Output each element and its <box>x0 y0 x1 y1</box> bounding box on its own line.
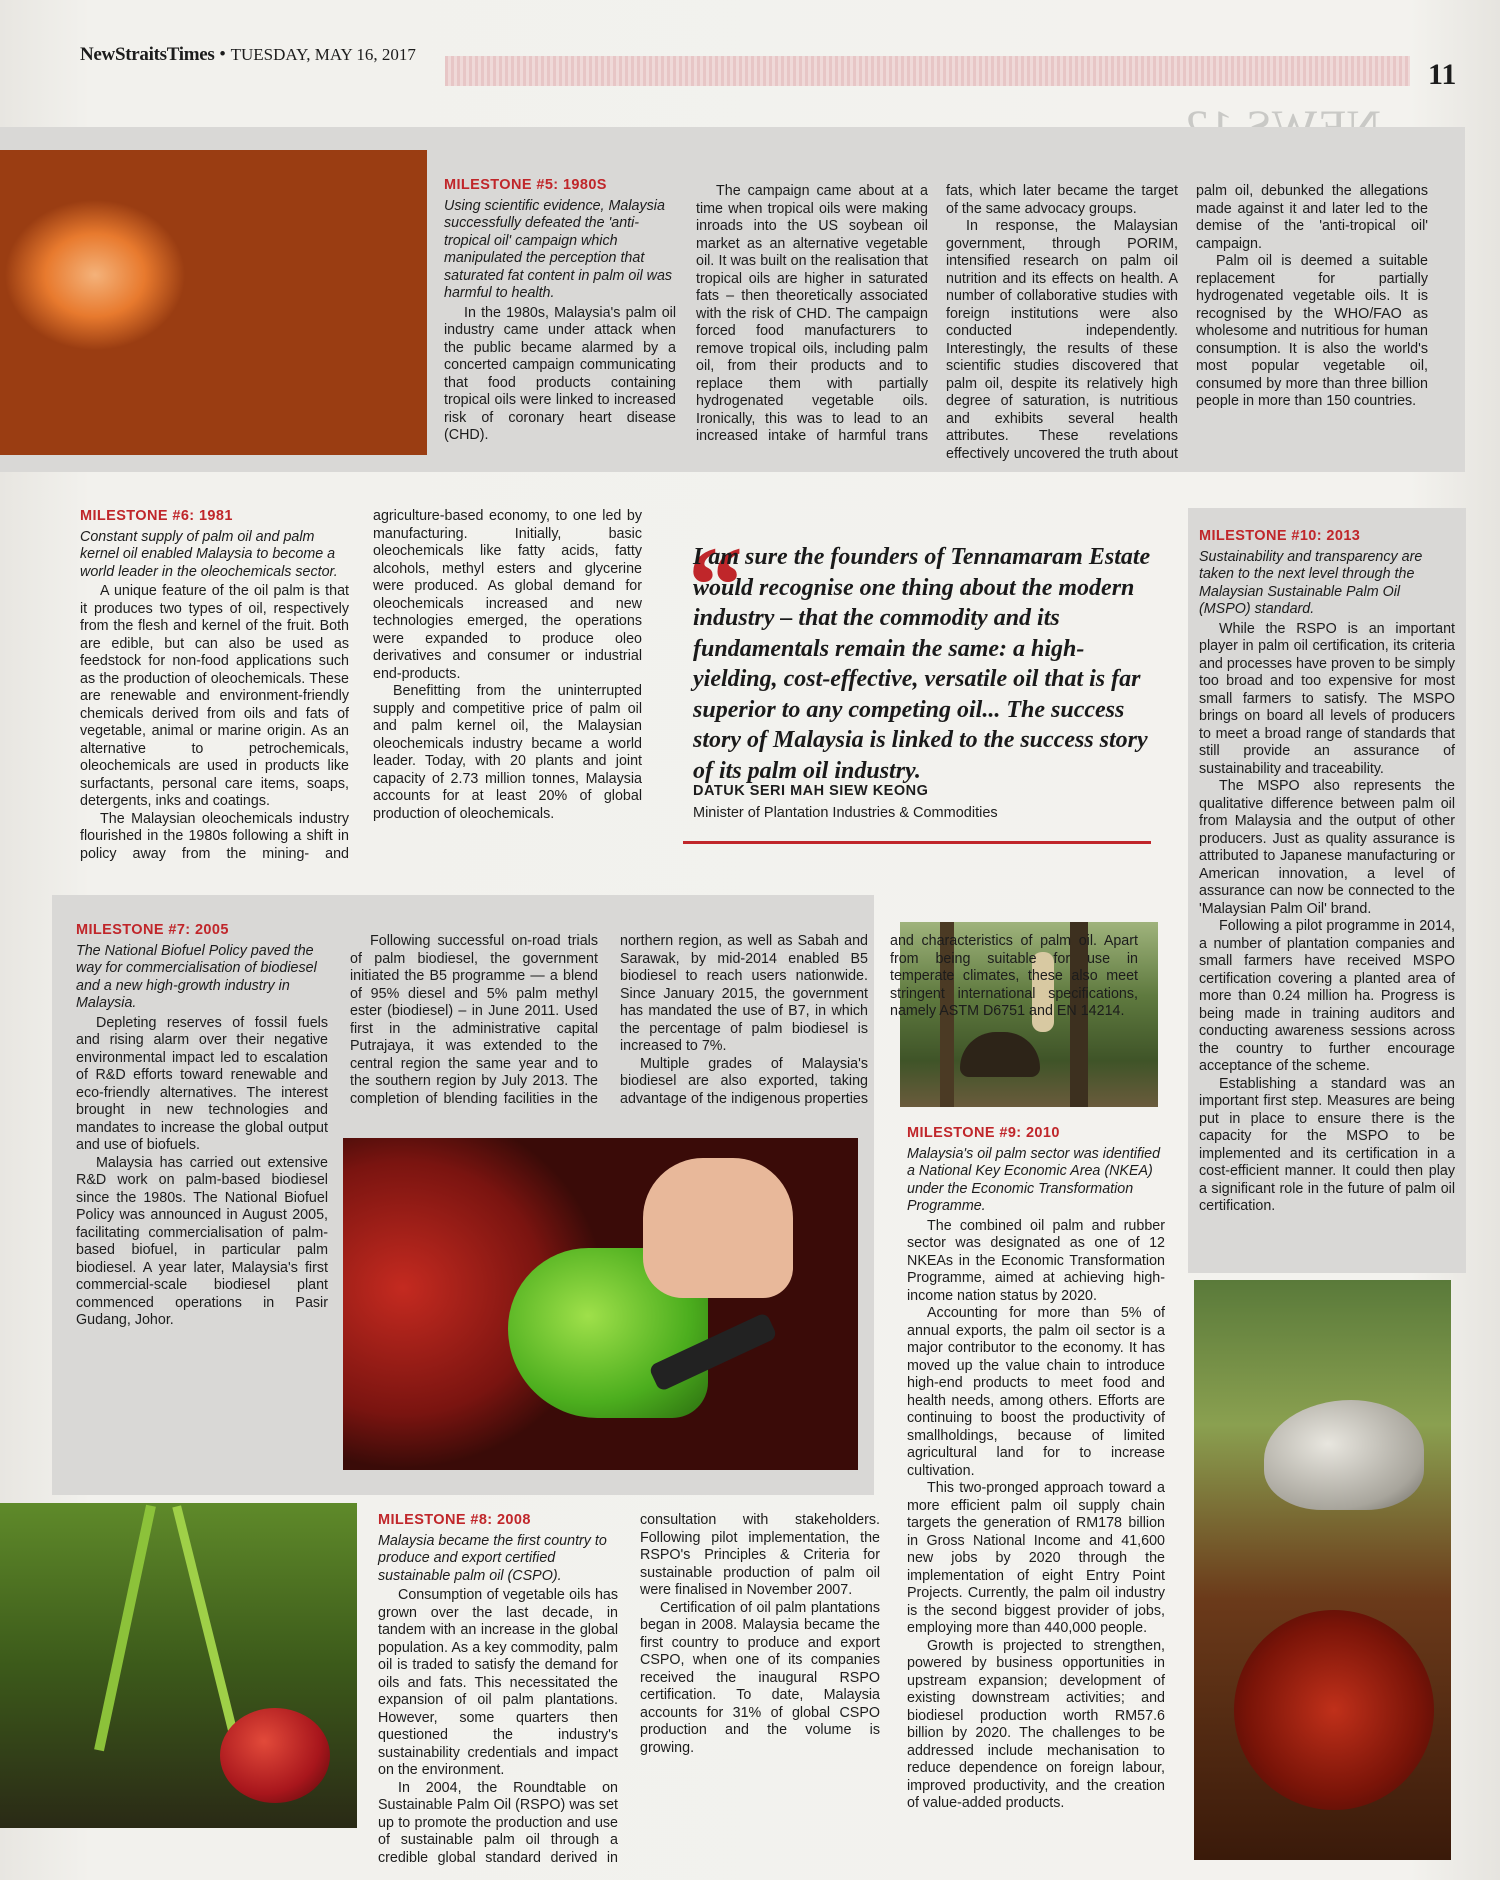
milestone-8-title: MILESTONE #8: 2008 <box>378 1512 531 1528</box>
milestone-8-paragraph: In 2004, the Roundtable on Sustainable Palm Oil (RSPO) was set up to promote the production and use of sustainable palm oil through a credible global standard derived in consultation with stakeholders. Following pilot implementation, the RSPO's Principles & Criteria for sustainable production of palm oil were finalised in November 2007. <box>378 1512 880 1866</box>
bird-on-palm-photo <box>1194 1280 1451 1860</box>
quote-author-role: Minister of Plantation Industries & Commodities <box>693 805 998 821</box>
milestone-9-paragraph: This two-pronged approach toward a more efficient palm oil supply chain targets the generation of RM178 billion in Gross National Income and 41,600 new jobs by 2020 through the implementation of eight Entry Point Projects. Currently, the palm oil industry is the second biggest provider of jobs, employing more than 440,000 people. <box>907 1480 1165 1636</box>
milestone-6-title: MILESTONE #6: 1981 <box>80 508 233 524</box>
milestone-9-paragraph: The combined oil palm and rubber sector was designated as one of 12 NKEAs in the Economic Transformation Programme, aimed at achieving high-income nation status by 2020. <box>907 1217 1165 1304</box>
milestone-9-paragraph: Growth is projected to strengthen, powered by business opportunities in upstream expansion; development of existing downstream activities; and biodiesel production worth RM57.6 billion by 2020. The challenges to be addressed include mechanisation to reduce dependence on foreign labour, improved productivity, and the creation of value-added products. <box>907 1637 1165 1811</box>
milestone-7-paragraph: Malaysia has carried out extensive R&D work on palm-based biodiesel since the 1980s. The National Biofuel Policy was announced in August 2005, facilitating commercialisation of palm-based biofuel, in particular palm biodiesel. A year later, Malaysia's first commercial-scale biodiesel plant commenced operations in Pasir Gudang, Johor. <box>76 1154 328 1328</box>
milestone-8-paragraph: Consumption of vegetable oils has grown over the last decade, in tandem with an increase in the global population. As a key commodity, palm oil is traded to satisfy the demand for oils and fats. This necessitated the expansion of oil palm plantations. However, some quarters then questioned the industry's sustainability credentials and impact on the environment. <box>378 1587 618 1778</box>
publication-name: NewStraitsTimes <box>80 44 215 65</box>
milestone-7-paragraph: Multiple grades of Malaysia's biodiesel are also exported, taking advantage of the indigenous properties and characteristics of palm oil. Apart from being suitable for use in temperate climates, these also meet stringent international specifications, namely ASTM D6751 and EN 14214. <box>620 933 1138 1107</box>
quote-author-name: DATUK SERI MAH SIEW KEONG <box>693 783 929 799</box>
milestone-5-title: MILESTONE #5: 1980S <box>444 177 607 193</box>
milestone-5-paragraph: The campaign came about at a time when tropical oils were making inroads into the US soybean oil market as an alternative vegetable oil. It was built on the realisation that tropical oils are higher in saturated fats – then theoretically associated with the risk of CHD. The campaign forced food manufacturers to remove tropical oils, including palm oil, from their products and to replace them with partially hydrogenated vegetable oils. Ironically, this was to lead to an increased intake of harmful trans fats, which later became the target of the same advocacy groups. <box>696 183 1178 444</box>
milestone-7-summary: The National Biofuel Policy paved the way for commercialisation of biodiesel and a new high-growth industry in Malaysia. <box>76 942 317 1011</box>
milestone-9-summary: Malaysia's oil palm sector was identified a National Key Economic Area (NKEA) under the Economic Transformation Programme. <box>907 1145 1161 1214</box>
milestone-10-title: MILESTONE #10: 2013 <box>1199 528 1361 544</box>
header-bar <box>445 56 1410 86</box>
milestone-10-paragraph: While the RSPO is an important player in palm oil certification, its criteria and processes have proven to be simply too broad and too expensive for most small farmers to satisfy. The MSPO brings on board all levels of producers to meet a broad range of standards that still provide an assurance of sustainability and traceability. <box>1199 620 1455 777</box>
quote-divider <box>683 841 1151 844</box>
milestone-8-text <box>378 1512 880 1867</box>
quote-mark-icon: “ <box>688 524 743 646</box>
milestone-5-paragraph: Palm oil is deemed a suitable replacement for partially hydrogenated vegetable oils. It is recognised by the WHO/FAO as wholesome and nutritious for human consumption. It is also the world's most popular vegetable oil, consumed by more than three billion people in more than 150 countries. <box>1196 253 1428 409</box>
milestone-6-text <box>80 508 642 880</box>
milestone-7-paragraph: Following successful on-road trials of palm biodiesel, the government initiated the B5 programme — a blend of 95% diesel and 5% palm methyl ester (biodiesel) – in June 2011. Used first in the administrative capital Putrajaya, it was extended to the central region the same year and to the southern region by July 2013. The completion of blending facilities in the northern region, as well as Sabah and Sarawak, by mid-2014 enabled B5 biodiesel to reach users nationwide. Since January 2015, the government has mandated the use of B7, in which the percentage of palm biodiesel is increased to 7%. <box>350 933 868 1107</box>
pull-quote: I am sure the founders of Tennamaram Estate would recognise one thing about the modern industry – that the commodity and its fundamentals remain the same: a high-yielding, cost-effective, versatile oil that is far superior to any competing oil... The success story of Malaysia is linked to the success story of its palm oil industry. <box>693 544 1151 784</box>
palm-fruit-photo <box>0 150 427 455</box>
milestone-7-paragraph: Depleting reserves of fossil fuels and rising alarm over their negative environmental impact led to escalation of R&D efforts toward renewable and eco-friendly alternatives. The interest brought in new technologies and mandates to increase the global output and use of biofuels. <box>76 1014 328 1153</box>
milestone-7-column-1 <box>76 922 328 1472</box>
milestone-9-paragraph: Accounting for more than 5% of annual exports, the palm oil sector is a major contributor to the economy. It has moved up the value chain to introduce high-end products to meet food and health needs, among others. Efforts are continuing to boost the productivity of smallholdings, because of limited agricultural land for to increase cultivation. <box>907 1305 1165 1479</box>
milestone-5-column-1 <box>444 177 676 445</box>
fuel-nozzle-photo <box>343 1138 858 1470</box>
milestone-5-summary: Using scientific evidence, Malaysia successfully defeated the 'anti-tropical oil' campaign which manipulated the perception that saturated fat content in palm oil was harmful to health. <box>444 197 673 301</box>
milestone-6-paragraph: The Malaysian oleochemicals industry flourished in the 1980s following a shift in policy away from the mining- and agriculture-based economy, to one led by manufacturing. Initially, basic oleochemicals like fatty acids, fatty alcohols, methyl esters and glycerine were produced. As global demand for oleochemicals increased and new technologies emerged, the operations were expanded to produce oleo derivatives and consumer or industrial end-products. <box>80 508 642 862</box>
milestone-10-paragraph: The MSPO also represents the qualitative difference between palm oil from Malaysia and the output of other producers. Just as quality assurance is attributed to Japanese manufacturing or American innovation, a level of assurance can now be connected to the 'Malaysian Palm Oil' brand. <box>1199 778 1455 917</box>
milestone-9-text <box>907 1125 1165 1870</box>
milestone-10-paragraph: Following a pilot programme in 2014, a number of plantation companies and small farmers have received MSPO certification covering a planted area of more than 0.24 million ha. Progress is being made in training auditors and conducting awareness sessions across the country to further encourage acceptance of the scheme. <box>1199 918 1455 1074</box>
milestone-6-paragraph: Benefitting from the uninterrupted supply and competitive price of palm oil and palm kernel oil, the Malaysian oleochemicals industry became a world leader. Today, with 20 plants and joint capacity of 2.73 million tonnes, Malaysia accounts for at least 20% of global production of oleochemicals. <box>373 683 642 822</box>
milestone-5-columns-2-4 <box>696 183 1428 473</box>
seedling-photo <box>0 1503 357 1828</box>
milestone-8-paragraph: Certification of oil palm plantations began in 2008. Malaysia became the first country to produce and export CSPO, when one of its companies received the inaugural RSPO certification. To date, Malaysia accounts for 31% of global CSPO production and the volume is growing. <box>640 1599 880 1756</box>
milestone-7-columns-2-3 <box>350 933 1138 1123</box>
milestone-6-summary: Constant supply of palm oil and palm kernel oil enabled Malaysia to become a world leader in the oleochemicals sector. <box>80 528 338 580</box>
milestone-6-paragraph: A unique feature of the oil palm is that it produces two types of oil, respectively from the flesh and kernel of the fruit. Both are edible, but can also be used as feedstock for non-food applications such as the production of oleochemicals. These are renewable and environment-friendly chemicals derived from oils and fats of vegetable, animal or marine origin. As an alternative to petrochemicals, oleochemicals are used in products like surfactants, personal care items, soaps, detergents, inks and coatings. <box>80 583 349 809</box>
milestone-5-paragraph: In response, the Malaysian government, through PORIM, intensified research on palm oil nutrition and its effects on health. A number of collaborative studies with foreign institutions were also conducted independently. Interestingly, the results of these scientific studies discovered that palm oil, despite its relatively high degree of saturation, is nutritious and exhibits several health attributes. These revelations effectively uncovered the truth about palm oil, debunked the allegations made against it and later led to the demise of the 'anti-tropical oil' campaign. <box>946 183 1428 462</box>
milestone-10-summary: Sustainability and transparency are taken to the next level through the Malaysian Sustainable Palm Oil (MSPO) standard. <box>1199 548 1423 617</box>
milestone-10-paragraph: Establishing a standard was an important first step. Measures are being put in place to ensure there is the capacity for the MSPO to be implemented and its certification in a cost-efficient manner. It could then play a significant role in the future of palm oil certification. <box>1199 1075 1455 1214</box>
issue-date: TUESDAY, MAY 16, 2017 <box>230 45 416 64</box>
masthead: NewStraitsTimes • TUESDAY, MAY 16, 2017 <box>80 44 416 65</box>
page-number: 11 <box>1428 58 1457 91</box>
milestone-5-paragraph: In the 1980s, Malaysia's palm oil industry came under attack when the public became alarmed by a concerted campaign communicating that food products containing tropical oils were linked to increased risk of coronary heart disease (CHD). <box>444 304 676 443</box>
milestone-7-title: MILESTONE #7: 2005 <box>76 922 229 938</box>
milestone-9-title: MILESTONE #9: 2010 <box>907 1125 1060 1141</box>
milestone-8-summary: Malaysia became the first country to produce and export certified sustainable palm oil (CSPO). <box>378 1532 607 1584</box>
milestone-10-text <box>1199 528 1455 1268</box>
